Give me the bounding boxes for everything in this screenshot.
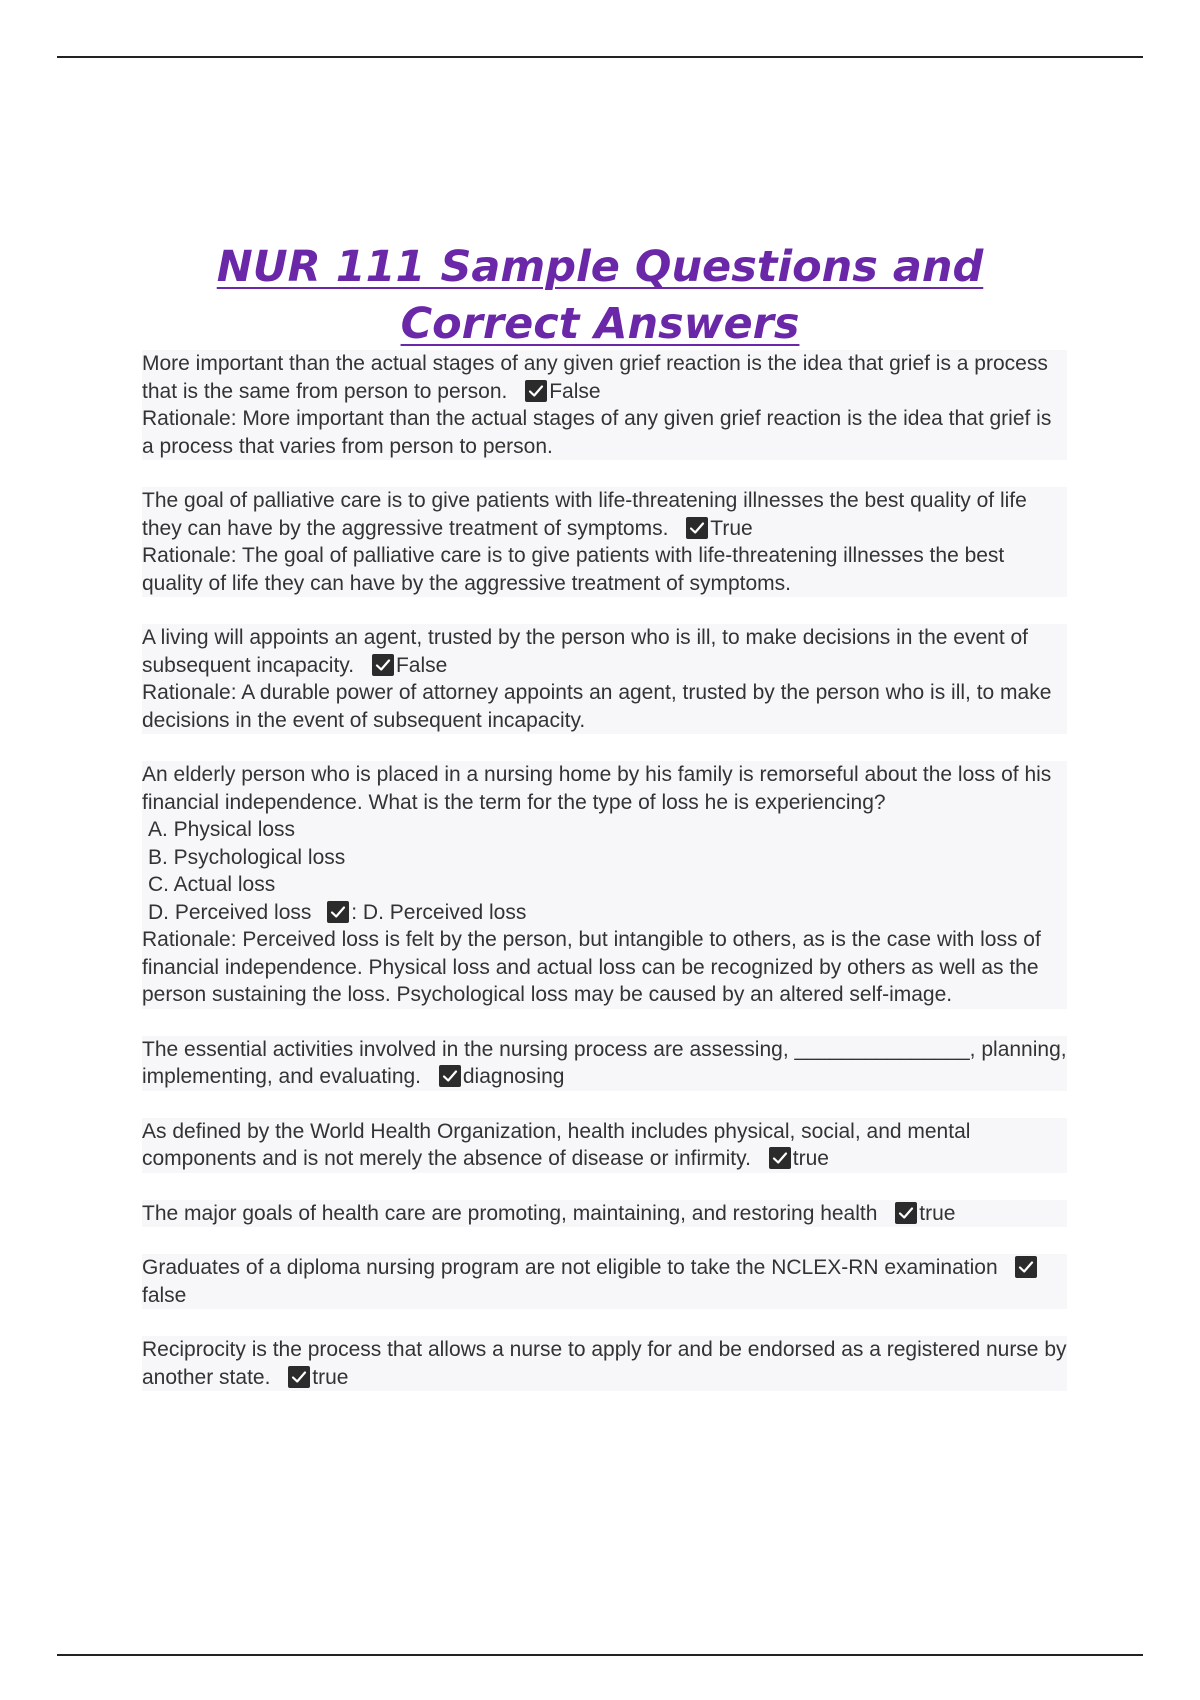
question-2: [142, 487, 1067, 542]
question-8: [142, 1254, 1067, 1309]
answer-text: False: [395, 653, 448, 677]
qa-item-9: [142, 1336, 1067, 1391]
top-rule: [57, 56, 1143, 58]
rationale-1: Rationale: More important than the actual stages of any given grief reaction is the idea that grief is a process that varies from person to person.: [142, 407, 1052, 458]
question-text: The essential activities involved in the nursing process are assessing, _______________, planning, implementing, and evaluating.: [142, 1037, 1067, 1088]
qa-item-6: [142, 1118, 1067, 1173]
answer-text: True: [710, 516, 753, 540]
option-c: C. Actual loss: [148, 873, 276, 896]
rationale-2: Rationale: The goal of palliative care is to give patients with life-threatening illnesses the best quality of life they can have by the aggressive treatment of symptoms.: [142, 544, 1005, 595]
answer-text: false: [142, 1283, 187, 1307]
qa-item-3: [142, 624, 1067, 734]
check-box-icon: [769, 1147, 791, 1169]
check-box-icon: [288, 1366, 310, 1388]
question-9: [142, 1336, 1067, 1391]
check-box-icon: [372, 654, 394, 676]
question-text: As defined by the World Health Organization, health includes physical, social, and mental components and is not merely the absence of disease or infirmity.: [142, 1119, 971, 1170]
bottom-rule: [57, 1654, 1143, 1656]
question-text: Graduates of a diploma nursing program are not eligible to take the NCLEX-RN examination: [142, 1256, 998, 1279]
qa-item-1: [142, 350, 1067, 460]
check-box-icon: [439, 1065, 461, 1087]
question-text: The goal of palliative care is to give patients with life-threatening illnesses the best quality of life they can have by the aggressive treatment of symptoms.: [142, 489, 1027, 540]
question-6: [142, 1118, 1067, 1173]
question-text: More important than the actual stages of any given grief reaction is the idea that grief is a process that is the same from person to person.: [142, 352, 1048, 403]
check-box-icon: [686, 517, 708, 539]
question-text: A living will appoints an agent, trusted by the person who is ill, to make decisions in the event of subsequent incapacity.: [142, 626, 1028, 677]
answer-text: diagnosing: [462, 1065, 565, 1088]
option-a: A. Physical loss: [148, 818, 296, 841]
option-d: [142, 899, 1067, 927]
question-4: An elderly person who is placed in a nursing home by his family is remorseful about the loss of his financial independence. What is the term for the type of loss he is experiencing?: [142, 763, 1052, 814]
question-7: [142, 1200, 1067, 1228]
rationale-3: Rationale: A durable power of attorney appoints an agent, trusted by the person who is ill, to make decisions in the event of subsequent incapacity.: [142, 681, 1052, 732]
check-box-icon: [525, 380, 547, 402]
option-d-text: D. Perceived loss: [148, 900, 312, 924]
answer-text: true: [792, 1147, 829, 1170]
question-3: [142, 624, 1067, 679]
qa-item-4: [142, 761, 1067, 1009]
qa-item-2: [142, 487, 1067, 597]
question-text: The major goals of health care are promoting, maintaining, and restoring health: [142, 1201, 878, 1225]
check-box-icon: [1015, 1256, 1037, 1278]
page-title: NUR 111 Sample Questions and Correct Answers: [216, 241, 984, 349]
question-list: [142, 350, 1067, 1418]
check-box-icon: [895, 1202, 917, 1224]
rationale-4: Rationale: Perceived loss is felt by the person, but intangible to others, as is the case with loss of financial independence. Physical loss and actual loss can be recognized by others as well as the person sustaining the loss. Psychological loss may be caused by an altered self-image.: [142, 928, 1041, 1006]
question-5: [142, 1036, 1067, 1091]
qa-item-7: [142, 1200, 1067, 1228]
qa-item-8: [142, 1254, 1067, 1309]
qa-item-5: [142, 1036, 1067, 1091]
answer-text: : D. Perceived loss: [351, 900, 527, 924]
question-text: Reciprocity is the process that allows a nurse to apply for and be endorsed as a registered nurse by another state.: [142, 1338, 1067, 1389]
question-1: [142, 350, 1067, 405]
answer-text: False: [549, 379, 601, 403]
answer-text: true: [919, 1201, 956, 1225]
check-box-icon: [327, 901, 349, 923]
option-b: B. Psychological loss: [148, 845, 346, 869]
answer-text: true: [312, 1365, 349, 1389]
